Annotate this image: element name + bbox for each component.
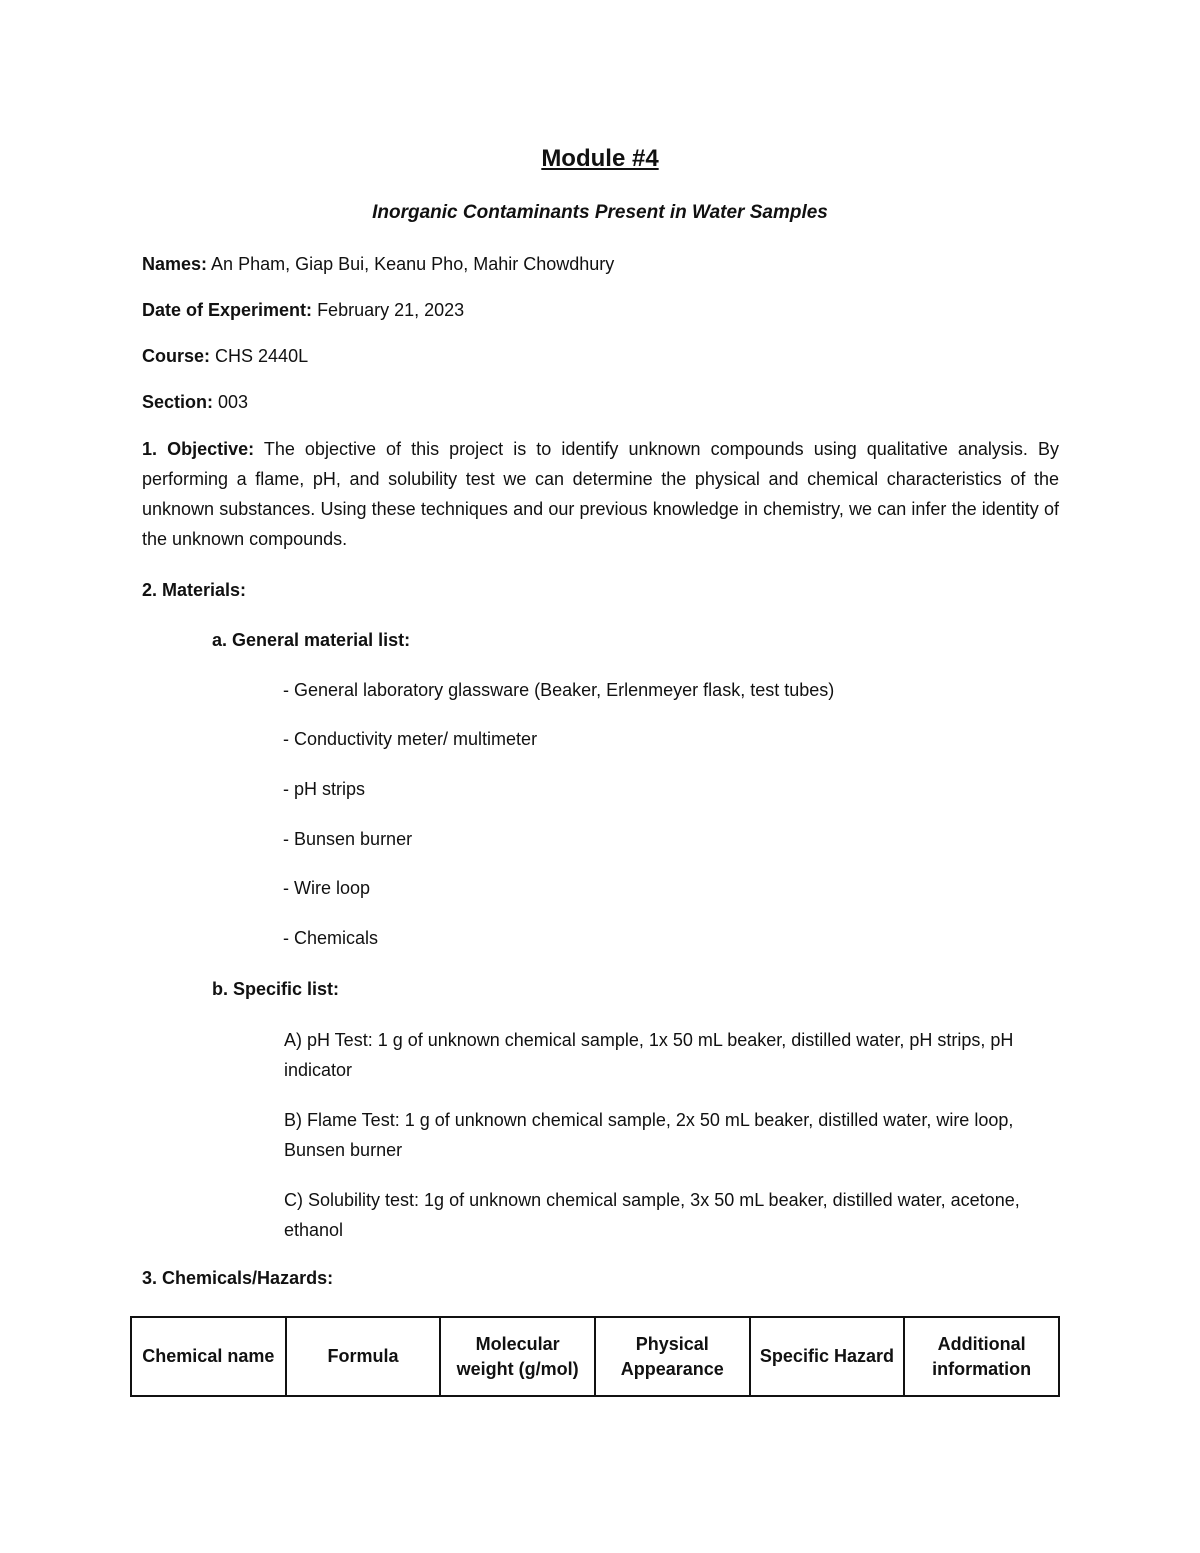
general-item: - Bunsen burner (283, 829, 413, 849)
hazards-heading: 3. Chemicals/Hazards: (142, 1268, 334, 1288)
column-header-specific-hazard: Specific Hazard (750, 1317, 905, 1396)
names-line (142, 254, 614, 275)
specific-list-heading: b. Specific list: (212, 979, 340, 999)
column-header-chemical-name: Chemical name (131, 1317, 286, 1396)
general-item: - General laboratory glassware (Beaker, Erlenmeyer flask, test tubes) (283, 680, 835, 700)
specific-item (212, 1025, 1062, 1085)
column-header-physical-appearance: Physical Appearance (595, 1317, 750, 1396)
column-header-additional-information: Additional information (904, 1317, 1059, 1396)
hazards-table (130, 1316, 1060, 1397)
page-subtitle: Inorganic Contaminants Present in Water Samples (372, 202, 828, 223)
general-item: - Conductivity meter/ multimeter (283, 729, 538, 749)
objective-paragraph (142, 434, 1059, 554)
section-line (142, 392, 248, 413)
general-list-heading: a. General material list: (212, 630, 411, 650)
general-item: - pH strips (283, 779, 366, 799)
column-header-molecular-weight: Molecular weight (g/mol) (440, 1317, 595, 1396)
course-label: Course: (142, 346, 211, 366)
section-label: Section: (142, 392, 214, 412)
specific-item (212, 1185, 1062, 1245)
materials-heading: 2. Materials: (142, 580, 247, 600)
specific-item-text: A) pH Test: 1 g of unknown chemical sample, 1x 50 mL beaker, distilled water, pH strips, pH indicator (284, 1030, 1014, 1080)
section-value: 003 (218, 392, 249, 412)
course-line (142, 346, 308, 367)
table-header-row (131, 1317, 1059, 1396)
names-label: Names: (142, 254, 208, 274)
general-item: - Wire loop (283, 878, 371, 898)
course-value: CHS 2440L (215, 346, 309, 366)
column-header-formula: Formula (286, 1317, 441, 1396)
specific-item-text: B) Flame Test: 1 g of unknown chemical sample, 2x 50 mL beaker, distilled water, wire loop, Bunsen burner (284, 1110, 1014, 1160)
page-title: Module #4 (541, 145, 659, 172)
specific-item-text: C) Solubility test: 1g of unknown chemical sample, 3x 50 mL beaker, distilled water, acetone, ethanol (284, 1190, 1020, 1240)
general-item: - Chemicals (283, 928, 379, 948)
date-line (142, 300, 464, 321)
objective-text: The objective of this project is to identify unknown compounds using qualitative analysis. By performing a flame, pH, and solubility test we can determine the physical and chemical characteristics of the unknown substances. Using these techniques and our previous knowledge in chemistry, we can infer the identity of the unknown compounds. (142, 439, 1059, 549)
specific-item (212, 1105, 1062, 1165)
objective-label: 1. Objective: (142, 439, 255, 459)
names-value: An Pham, Giap Bui, Keanu Pho, Mahir Chowdhury (211, 254, 615, 274)
date-value: February 21, 2023 (317, 300, 465, 320)
date-label: Date of Experiment: (142, 300, 313, 320)
